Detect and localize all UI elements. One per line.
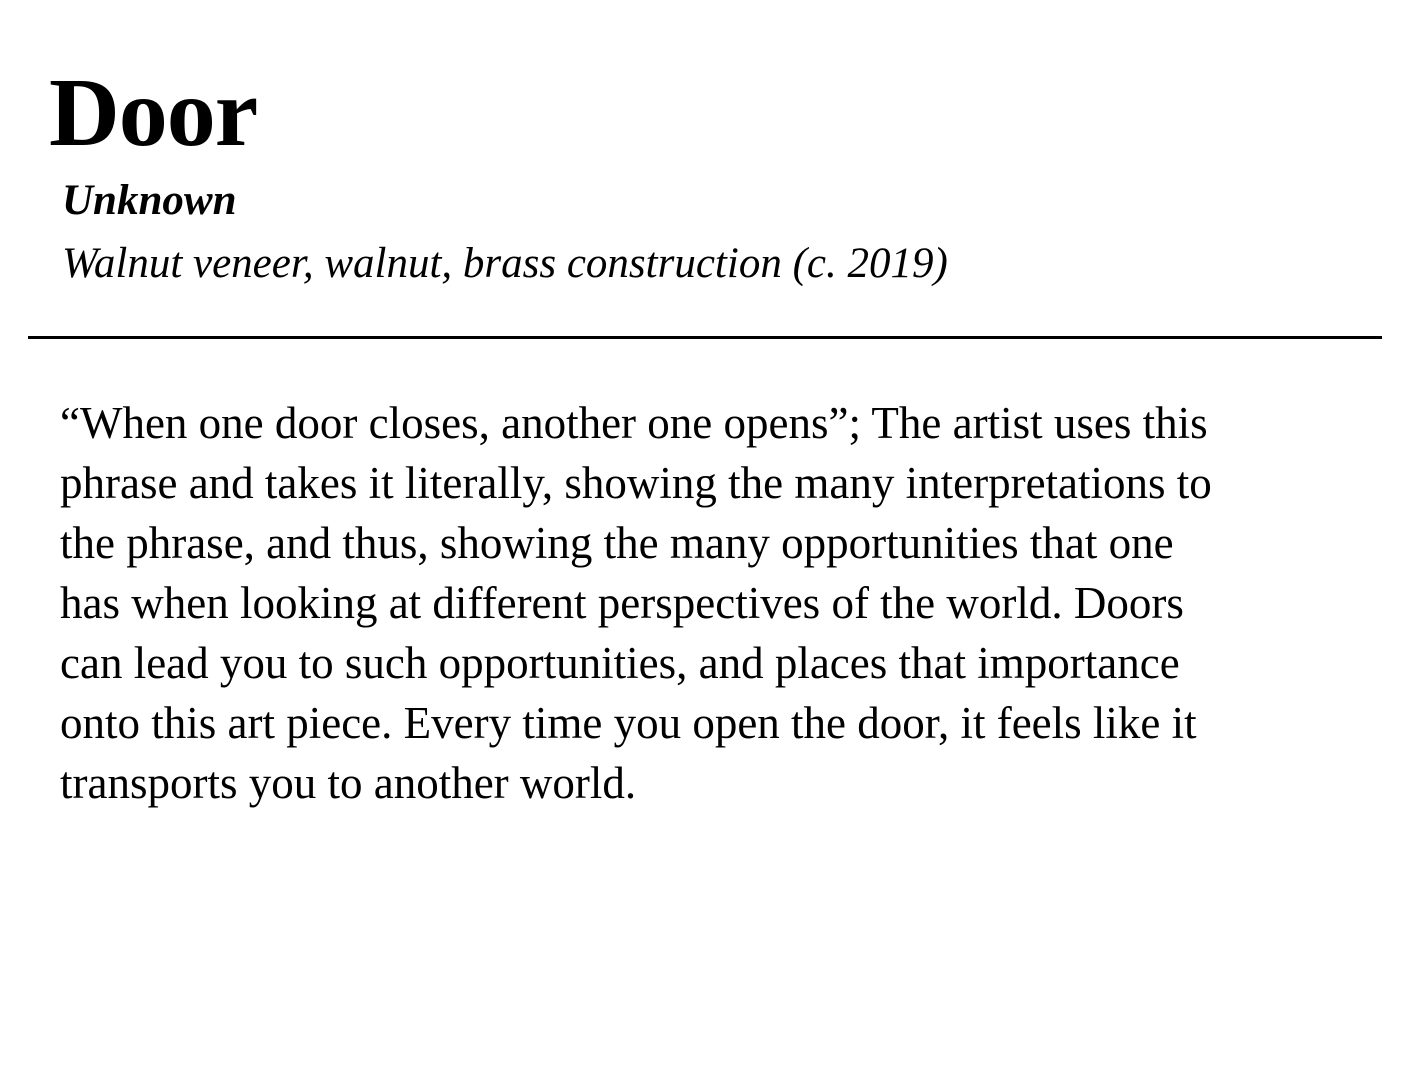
description-line: the phrase, and thus, showing the many opportunities that one (60, 518, 1174, 568)
label-divider (28, 336, 1382, 339)
description-line: onto this art piece. Every time you open the door, it feels like it (60, 698, 1197, 748)
artwork-medium-and-date: Walnut veneer, walnut, brass construction (c. 2019) (62, 240, 948, 287)
artist-name: Unknown (62, 177, 237, 224)
artwork-title: Door (49, 59, 258, 167)
description-line: “When one door closes, another one opens”; The artist uses this (60, 398, 1208, 448)
description-line: has when looking at different perspectives of the world. Doors (60, 578, 1184, 628)
description-line: transports you to another world. (60, 758, 637, 808)
artwork-description (60, 393, 1380, 813)
description-line: can lead you to such opportunities, and places that importance (60, 638, 1180, 688)
description-line: phrase and takes it literally, showing the many interpretations to (60, 458, 1212, 508)
